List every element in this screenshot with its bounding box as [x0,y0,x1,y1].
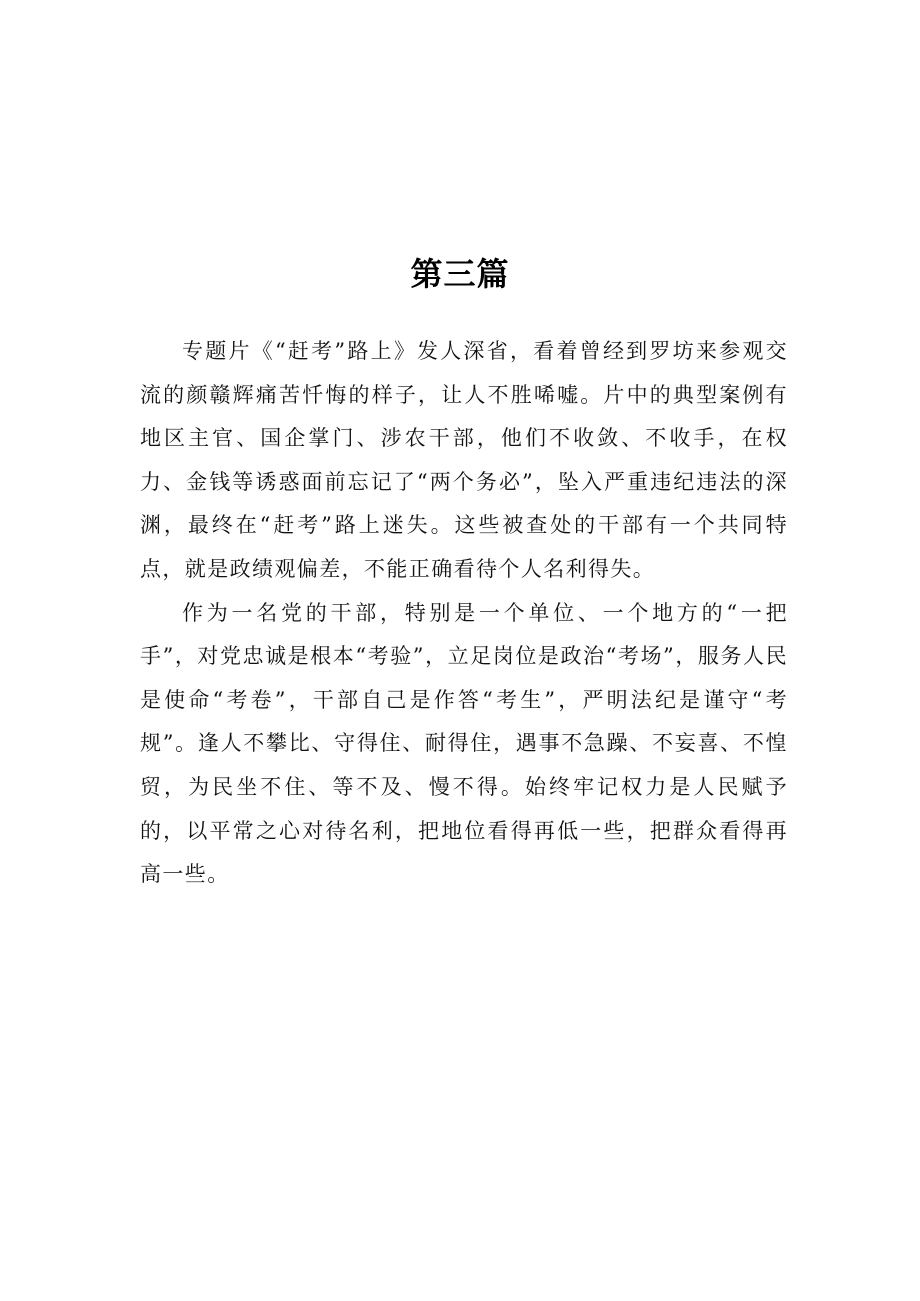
document-title: 第三篇 [410,255,510,293]
document-body [140,330,788,897]
paragraph: 作为一名党的干部，特别是一个单位、一个地方的“一把手”，对党忠诚是根本“考验”，立足岗位是政治“考场”，服务人民是使命“考卷”，干部自己是作答“考生”，严明法纪是谨守“考规”。逢人不攀比、守得住、耐得住，遇事不急躁、不妄喜、不惶贸，为民坐不住、等不及、慢不得。始终牢记权力是人民赋予的，以平常之心对待名利，把地位看得再低一些，把群众看得再高一些。 [140,600,788,887]
paragraph: 专题片《“赶考”路上》发人深省，看着曾经到罗坊来参观交流的颜赣辉痛苦忏悔的样子，让人不胜唏嘘。片中的典型案例有地区主官、国企掌门、涉农干部，他们不收敛、不收手，在权力、金钱等诱惑面前忘记了“两个务必”，坠入严重违纪违法的深渊，最终在“赶考”路上迷失。这些被查处的干部有一个共同特点，就是政绩观偏差，不能正确看待个人名利得失。 [140,339,788,581]
